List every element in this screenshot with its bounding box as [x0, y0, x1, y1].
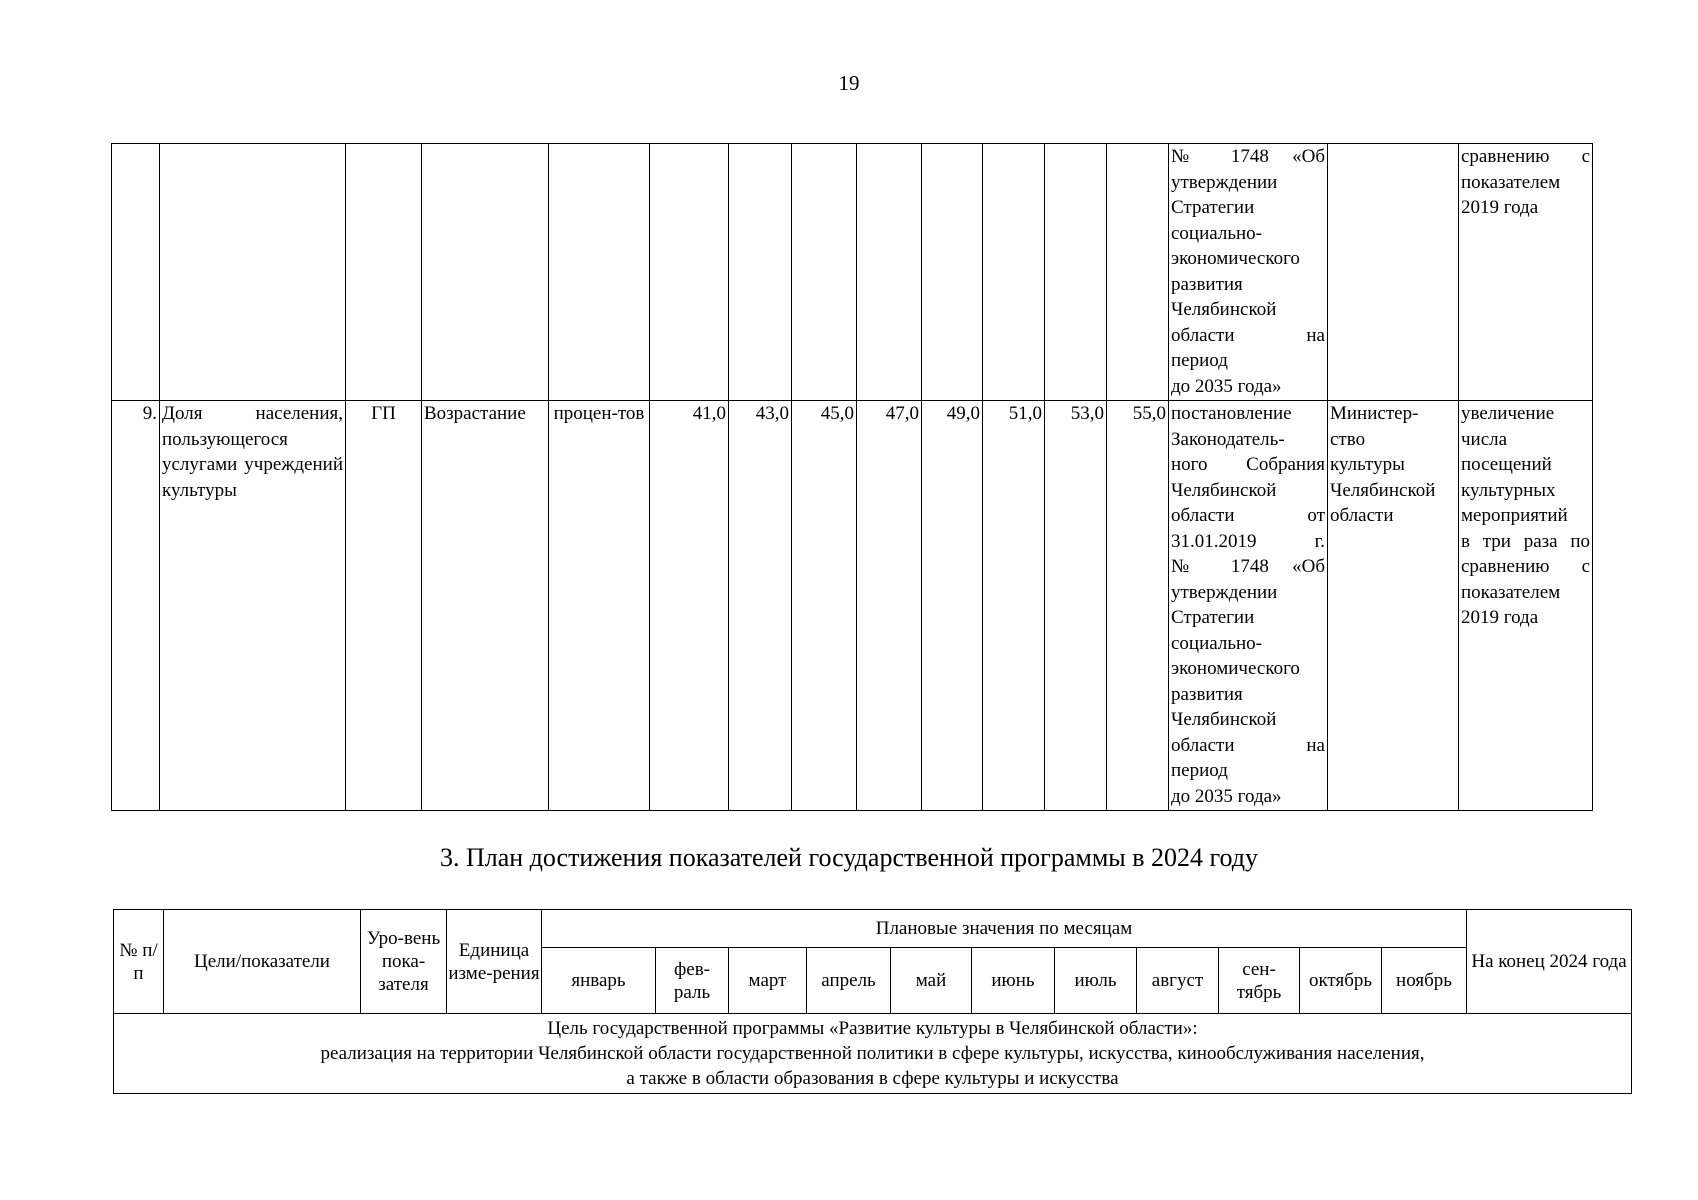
- column-header-level: Уро-вень пока-зателя: [361, 910, 447, 1014]
- indicator-level: ГП: [346, 401, 422, 811]
- column-header-goals: Цели/показатели: [164, 910, 361, 1014]
- month-header: апрель: [807, 948, 891, 1014]
- basis-cell: № 1748 «Об утверждении Стратегии социально- экономического развития Челябинской области на период до 2035 года»: [1169, 144, 1328, 401]
- month-header: март: [729, 948, 807, 1014]
- indicators-table: [111, 143, 1593, 811]
- row-number: 9.: [112, 401, 160, 811]
- table-row: [112, 401, 1593, 811]
- column-header-num: № п/п: [114, 910, 164, 1014]
- indicator-name: Доля населения, пользующегося услугами учреждений культуры: [160, 401, 346, 811]
- value-cell: 55,0: [1107, 401, 1169, 811]
- basis-cell: постановление Законодатель- ного Собрания Челябинской области от 31.01.2019 г. № 1748 «Об утверждении Стратегии социально- экономического развития Челябинской области на период до 2035 года»: [1169, 401, 1328, 811]
- goal-row: [114, 1014, 1632, 1094]
- month-header: сен-тябрь: [1219, 948, 1300, 1014]
- month-header: август: [1137, 948, 1219, 1014]
- value-cell: 41,0: [650, 401, 729, 811]
- indicator-unit: процен-тов: [549, 401, 650, 811]
- month-header: январь: [542, 948, 656, 1014]
- rationale-cell: сравнению с показателем 2019 года: [1459, 144, 1593, 401]
- month-header: ноябрь: [1382, 948, 1467, 1014]
- value-cell: 49,0: [922, 401, 983, 811]
- rationale-cell: увеличение числа посещений культурных мероприятий в три раза по сравнению с показателем 2019 года: [1459, 401, 1593, 811]
- column-header-end: На конец 2024 года: [1467, 910, 1632, 1014]
- month-header: фев-раль: [656, 948, 729, 1014]
- responsible-cell: Министер- ство культуры Челябинской области: [1328, 401, 1459, 811]
- page-number: 19: [838, 71, 860, 95]
- section-title: 3. План достижения показателей государственной программы в 2024 году: [439, 843, 1259, 872]
- plan-table: [113, 909, 1632, 1094]
- indicator-direction: Возрастание: [422, 401, 549, 811]
- value-cell: 43,0: [729, 401, 792, 811]
- value-cell: 51,0: [983, 401, 1045, 811]
- month-header: май: [891, 948, 972, 1014]
- month-header: июль: [1055, 948, 1137, 1014]
- column-header-planned: Плановые значения по месяцам: [542, 910, 1467, 948]
- value-cell: 47,0: [857, 401, 922, 811]
- program-goal: Цель государственной программы «Развитие культуры в Челябинской области»: реализация на территории Челябинской области государственной политики в сфере культуры, искусства, кинообслуживания населения, а также в области образования в сфере культуры и искусства: [114, 1014, 1632, 1094]
- header-row: [114, 910, 1632, 948]
- value-cell: 53,0: [1045, 401, 1107, 811]
- column-header-unit: Единица изме-рения: [447, 910, 542, 1014]
- month-header: октябрь: [1300, 948, 1382, 1014]
- table-row: [112, 144, 1593, 401]
- month-header: июнь: [972, 948, 1055, 1014]
- value-cell: 45,0: [792, 401, 857, 811]
